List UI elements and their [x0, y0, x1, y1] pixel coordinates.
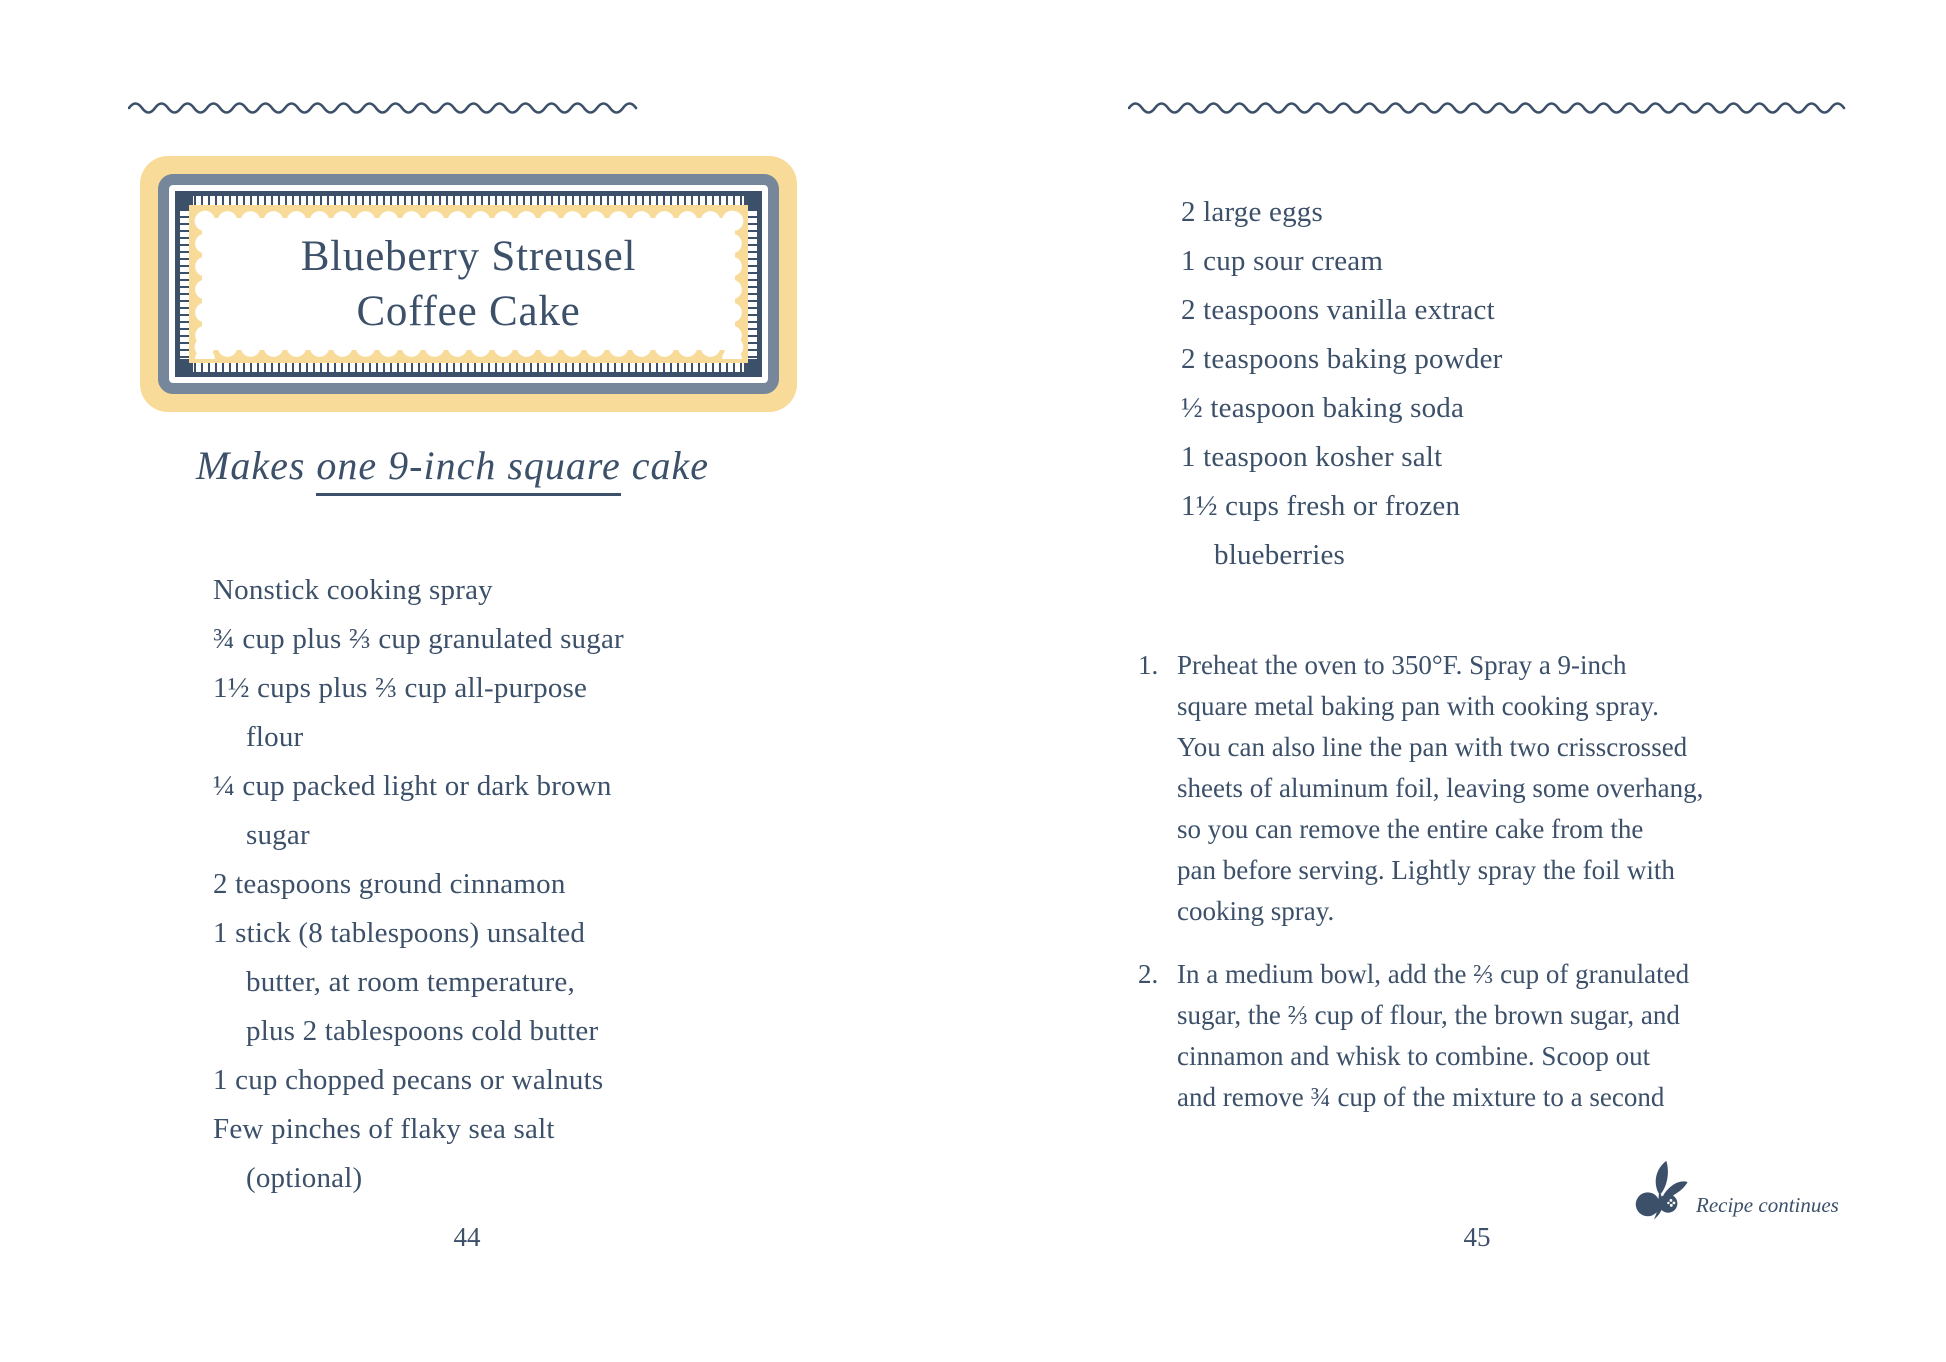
ingredient-line: 1 cup chopped pecans or walnuts — [213, 1064, 604, 1096]
ingredient-line: 1 teaspoon kosher salt — [1181, 441, 1443, 473]
ingredient-line: blueberries — [1214, 539, 1346, 571]
ingredient-line: 1 stick (8 tablespoons) unsalted — [213, 917, 586, 949]
ingredient-line: ½ teaspoon baking soda — [1181, 392, 1465, 424]
ingredient-line: ¾ cup plus ⅔ cup granulated sugar — [213, 623, 624, 655]
ingredient-line: sugar — [246, 819, 310, 851]
recipe-continues-label: Recipe continues — [1696, 1192, 1839, 1217]
yield-note — [196, 442, 709, 489]
frame-teeth-bottom — [180, 363, 757, 372]
ingredient-line: butter, at room temperature, — [246, 966, 575, 998]
yield-note-underlined: one 9-inch square — [316, 443, 620, 496]
ingredient-line: 1 cup sour cream — [1181, 245, 1384, 277]
ingredient-line: 2 teaspoons vanilla extract — [1181, 294, 1495, 326]
step-text: Preheat the oven to 350°F. Spray a 9-inch square metal baking pan with cooking spray. You can also line the pan with two crisscrossed sheets of aluminum foil, leaving some overhang, so you can remove the entire cake from the pan before serving. Lightly spray the foil with cooking spray. — [1177, 650, 1704, 926]
ingredient-line: 1½ cups plus ⅔ cup all-purpose — [213, 672, 588, 704]
instruction-step — [1138, 954, 1878, 1118]
ingredients-list-right — [1181, 188, 1503, 580]
ingredient-line: plus 2 tablespoons cold butter — [246, 1015, 599, 1047]
frame-teeth-top — [180, 196, 757, 205]
recipe-continues — [1634, 1160, 1839, 1222]
frame-teeth-left — [180, 196, 189, 372]
frame-teeth-right — [748, 196, 757, 372]
instruction-step — [1138, 645, 1878, 932]
ingredient-line: 2 teaspoons ground cinnamon — [213, 868, 566, 900]
yield-note-prefix: Makes — [196, 443, 317, 488]
page-number-right: 45 — [1463, 1222, 1491, 1252]
blueberry-sprig-icon — [1634, 1160, 1688, 1222]
recipe-title — [202, 218, 735, 350]
recipe-title-frame — [140, 156, 797, 412]
wavy-line-divider — [128, 99, 648, 115]
step-number: 1. — [1138, 650, 1159, 680]
frame-scallop-band — [189, 205, 748, 363]
ingredients-list-left — [213, 566, 624, 1203]
step-number: 2. — [1138, 959, 1159, 989]
ingredient-line: (optional) — [246, 1162, 363, 1194]
page-number-left: 44 — [453, 1222, 481, 1252]
frame-slate-border — [158, 174, 779, 394]
recipe-title-line1: Blueberry Streusel — [300, 233, 637, 280]
frame-navy-border — [175, 191, 762, 377]
ingredient-line: flour — [246, 721, 304, 753]
step-text: In a medium bowl, add the ⅔ cup of granulated sugar, the ⅔ cup of flour, the brown sugar, and cinnamon and whisk to combine. Scoop out and remove ¾ cup of the mixture to a second — [1177, 959, 1690, 1112]
ingredient-line: 2 large eggs — [1181, 196, 1323, 228]
ingredient-line: Few pinches of flaky sea salt — [213, 1113, 555, 1145]
yield-note-suffix: cake — [620, 443, 710, 488]
ingredient-line: 2 teaspoons baking powder — [1181, 343, 1503, 375]
wavy-line-divider — [1128, 99, 1856, 115]
ingredient-line: Nonstick cooking spray — [213, 574, 493, 606]
instructions-list — [1138, 645, 1878, 1140]
recipe-title-line2: Coffee Cake — [356, 288, 581, 335]
ingredient-line: ¼ cup packed light or dark brown — [213, 770, 612, 802]
ingredient-line: 1½ cups fresh or frozen — [1181, 490, 1461, 522]
